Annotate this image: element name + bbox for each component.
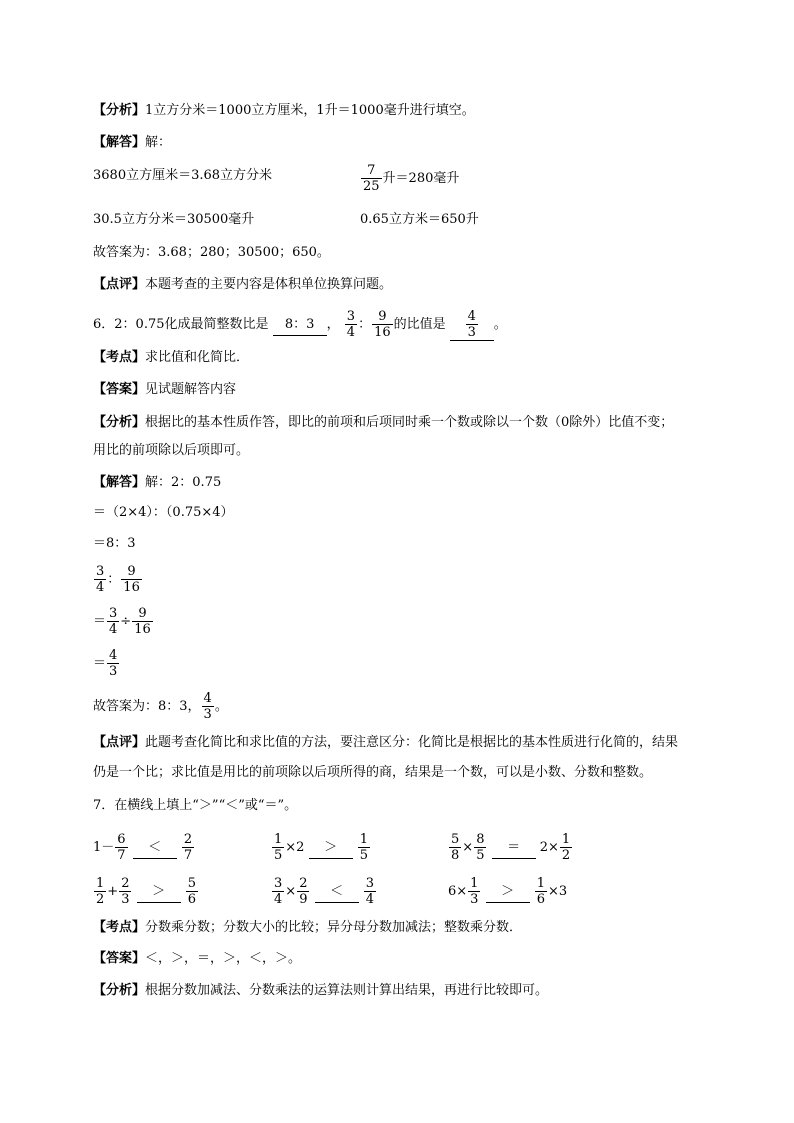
denominator: 3 bbox=[470, 892, 479, 907]
denominator: 4 bbox=[365, 892, 375, 907]
fraction bbox=[94, 876, 106, 907]
answer-text: 解： bbox=[145, 135, 172, 150]
denominator: 3 bbox=[109, 664, 118, 679]
fraction bbox=[474, 832, 486, 863]
equals: ＝ bbox=[93, 614, 107, 629]
daan-tag: 【答案】 bbox=[93, 382, 146, 397]
daan-text: ＜，＞，＝，＞，＜，＞。 bbox=[145, 951, 302, 966]
q7-expr-1 bbox=[93, 832, 195, 863]
multiplier: 2× bbox=[539, 840, 559, 855]
q6-blank-1: 8：3 bbox=[273, 315, 327, 336]
q7-fenxi bbox=[93, 981, 548, 1001]
answer-blank: ＞ bbox=[309, 838, 353, 859]
q7-expr-5 bbox=[271, 876, 377, 907]
numerator: 3 bbox=[346, 309, 356, 324]
denominator: 16 bbox=[123, 580, 140, 595]
numerator: 3 bbox=[109, 606, 118, 621]
q7-expr-4 bbox=[93, 876, 199, 907]
fraction bbox=[364, 876, 376, 907]
equation-3: 30.5立方分米＝30500毫升 bbox=[93, 212, 255, 227]
denominator: 3 bbox=[467, 325, 476, 340]
jieda-text: 解：2：0.75 bbox=[145, 475, 222, 490]
numerator: 1 bbox=[536, 876, 546, 891]
numerator: 2 bbox=[183, 832, 193, 847]
numerator: 1 bbox=[274, 832, 283, 847]
fenxi-tag: 【分析】 bbox=[93, 415, 146, 430]
fraction bbox=[560, 832, 572, 863]
colon: ： bbox=[358, 317, 372, 332]
denominator: 4 bbox=[274, 892, 283, 907]
fraction bbox=[272, 832, 284, 863]
result-line: 故答案为：3.68；280；30500；650。 bbox=[93, 245, 330, 260]
denominator: 16 bbox=[374, 325, 391, 340]
q6-step-2: ＝8：3 bbox=[93, 536, 136, 551]
q6-daan bbox=[93, 380, 236, 400]
numerator: 8 bbox=[476, 832, 485, 847]
fraction bbox=[358, 832, 370, 863]
fenxi-text: 根据比的基本性质作答，即比的前项和后项同时乘一个数或除以一个数（0除外）比值不变； bbox=[145, 415, 674, 430]
q7-expr-2 bbox=[271, 832, 371, 863]
kaodian-tag: 【考点】 bbox=[93, 920, 146, 935]
numerator: 2 bbox=[299, 876, 308, 891]
q6-result bbox=[93, 691, 228, 722]
numerator: 4 bbox=[109, 648, 118, 663]
q7-daan bbox=[93, 949, 301, 969]
fraction bbox=[466, 309, 478, 340]
fraction bbox=[372, 309, 393, 340]
multiplier: ×2 bbox=[285, 840, 305, 855]
equation-4: 0.65立方米＝650升 bbox=[360, 212, 479, 227]
answer-blank: ＞ bbox=[137, 882, 181, 903]
question-7-title: 7．在横线上填上“＞”“＜”或“＝”。 bbox=[93, 798, 298, 813]
denominator: 5 bbox=[274, 848, 283, 863]
numerator: 1 bbox=[470, 876, 479, 891]
q6-jieda bbox=[93, 473, 221, 493]
times-sign: × bbox=[285, 884, 297, 899]
fraction bbox=[449, 832, 461, 863]
answer-tag: 【解答】 bbox=[93, 135, 146, 150]
analysis-line bbox=[93, 101, 475, 121]
fraction bbox=[361, 163, 382, 194]
kaodian-text: 求比值和化简比． bbox=[145, 350, 250, 365]
multiplier: ×3 bbox=[548, 884, 568, 899]
denominator: 7 bbox=[117, 848, 126, 863]
daan-text: 见试题解答内容 bbox=[145, 382, 237, 397]
numerator: 1 bbox=[96, 876, 105, 891]
result-text: 故答案为：8：3， bbox=[93, 699, 201, 714]
dianping-text: 此题考查化简比和求比值的方法，要注意区分：化简比是根据比的基本性质进行化简的，结果 bbox=[145, 735, 679, 750]
fraction bbox=[345, 309, 357, 340]
plus-sign: + bbox=[107, 884, 119, 899]
multiplier: 6× bbox=[448, 884, 468, 899]
fraction bbox=[119, 876, 131, 907]
denominator: 5 bbox=[359, 848, 369, 863]
fraction bbox=[132, 606, 153, 637]
q7-expr-6 bbox=[448, 876, 567, 907]
denominator: 9 bbox=[299, 892, 308, 907]
q6-fenxi bbox=[93, 413, 673, 433]
fraction bbox=[202, 691, 214, 722]
kaodian-tag: 【考点】 bbox=[93, 350, 146, 365]
numerator: 6 bbox=[117, 832, 126, 847]
q6-fenxi-cont: 用比的前项除以后项即可。 bbox=[93, 443, 250, 458]
fraction bbox=[107, 606, 119, 637]
q6-mid: 的比值是 bbox=[393, 317, 446, 332]
answer-blank: ＜ bbox=[315, 882, 359, 903]
numerator: 3 bbox=[274, 876, 283, 891]
denominator: 2 bbox=[561, 848, 571, 863]
comment-tag: 【点评】 bbox=[93, 277, 146, 292]
q7-expr-3 bbox=[448, 832, 573, 863]
fraction bbox=[297, 876, 309, 907]
jieda-tag: 【解答】 bbox=[93, 475, 146, 490]
denominator: 4 bbox=[109, 622, 118, 637]
period: 。 bbox=[214, 699, 228, 714]
fraction bbox=[121, 564, 142, 595]
q6-step-3 bbox=[93, 564, 143, 595]
period: 。 bbox=[493, 317, 507, 332]
denominator: 7 bbox=[183, 848, 193, 863]
fenxi-tag: 【分析】 bbox=[93, 983, 146, 998]
fraction bbox=[182, 832, 194, 863]
numerator: 3 bbox=[365, 876, 375, 891]
denominator: 3 bbox=[203, 707, 212, 722]
minuend: 1－ bbox=[93, 840, 115, 855]
q6-step-4 bbox=[93, 606, 154, 637]
q6-kaodian bbox=[93, 348, 249, 368]
divide-sign: ÷ bbox=[120, 614, 132, 629]
question-6 bbox=[93, 309, 507, 341]
fraction bbox=[115, 832, 127, 863]
comment-text: 本题考查的主要内容是体积单位换算问题。 bbox=[145, 277, 393, 292]
numerator: 9 bbox=[138, 606, 147, 621]
dianping-tag: 【点评】 bbox=[93, 735, 146, 750]
denominator: 4 bbox=[96, 580, 105, 595]
denominator: 3 bbox=[121, 892, 130, 907]
numerator: 4 bbox=[467, 309, 476, 324]
numerator: 5 bbox=[187, 876, 197, 891]
q6-sep: ， bbox=[326, 317, 340, 332]
equation-2-rest: 升＝280毫升 bbox=[382, 171, 460, 186]
kaodian-text: 分数乘分数；分数大小的比较；异分母分数加减法；整数乘分数． bbox=[145, 920, 523, 935]
denominator: 8 bbox=[451, 848, 460, 863]
denominator: 6 bbox=[536, 892, 546, 907]
equals: ＝ bbox=[93, 656, 107, 671]
answer-blank: ＝ bbox=[492, 838, 536, 859]
equation-2 bbox=[360, 163, 459, 194]
numerator: 5 bbox=[451, 832, 460, 847]
daan-tag: 【答案】 bbox=[93, 951, 146, 966]
fenxi-text: 根据分数加减法、分数乘法的运算法则计算出结果，再进行比较即可。 bbox=[145, 983, 549, 998]
denominator: 16 bbox=[134, 622, 151, 637]
q7-kaodian bbox=[93, 918, 522, 938]
answer-line bbox=[93, 133, 171, 153]
q6-dianping-cont: 仍是一个比；求比值是用比的前项除以后项所得的商，结果是一个数，可以是小数、分数和整数。 bbox=[93, 765, 653, 780]
numerator: 9 bbox=[378, 309, 387, 324]
analysis-tag: 【分析】 bbox=[93, 103, 146, 118]
equation-1: 3680立方厘米＝3.68立方分米 bbox=[93, 168, 273, 183]
fraction bbox=[186, 876, 198, 907]
denominator: 5 bbox=[476, 848, 485, 863]
answer-blank: ＜ bbox=[133, 838, 177, 859]
fraction bbox=[535, 876, 547, 907]
numerator: 2 bbox=[121, 876, 130, 891]
denominator: 2 bbox=[96, 892, 105, 907]
times-sign: × bbox=[462, 840, 474, 855]
q6-lead: 6．2：0.75化成最简整数比是 bbox=[93, 317, 269, 332]
q6-dianping bbox=[93, 733, 678, 753]
numerator: 1 bbox=[359, 832, 369, 847]
numerator: 1 bbox=[561, 832, 571, 847]
denominator: 4 bbox=[346, 325, 356, 340]
fraction bbox=[468, 876, 480, 907]
fraction bbox=[107, 648, 119, 679]
analysis-text: 1立方分米＝1000立方厘米，1升＝1000毫升进行填空。 bbox=[145, 103, 475, 118]
answer-blank: ＞ bbox=[486, 882, 530, 903]
numerator: 4 bbox=[203, 691, 212, 706]
q6-step-5 bbox=[93, 648, 120, 679]
fraction bbox=[94, 564, 106, 595]
comment-line bbox=[93, 275, 392, 295]
numerator: 7 bbox=[367, 163, 376, 178]
colon: ： bbox=[107, 572, 121, 587]
numerator: 3 bbox=[96, 564, 105, 579]
denominator: 6 bbox=[187, 892, 197, 907]
fraction bbox=[272, 876, 284, 907]
numerator: 9 bbox=[127, 564, 136, 579]
denominator: 25 bbox=[363, 179, 380, 194]
q6-step-1: ＝（2×4）：（0.75×4） bbox=[93, 505, 234, 520]
q6-blank-2 bbox=[450, 309, 494, 341]
